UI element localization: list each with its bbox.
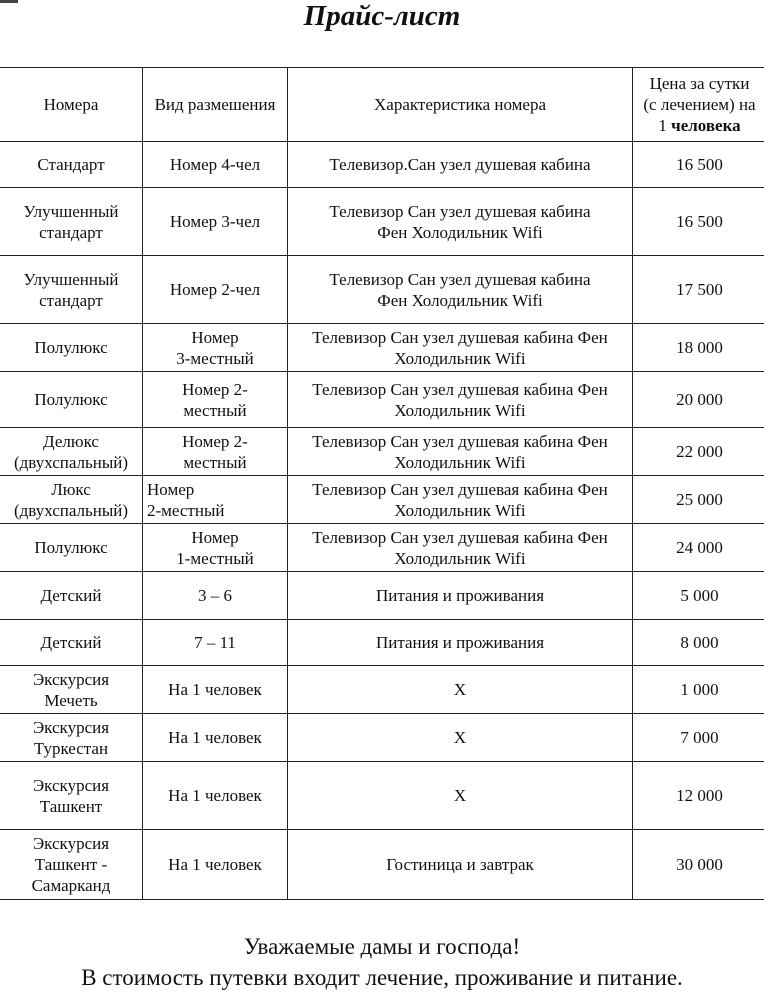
cell-price: 22 000 xyxy=(633,428,764,476)
cell-features: Телевизор Сан узел душевая кабина Фен Холодильник Wifi xyxy=(288,428,633,476)
table-row xyxy=(0,256,764,324)
cell-placement: 7 – 11 xyxy=(143,620,288,666)
cell-room: Полулюкс xyxy=(0,372,143,428)
cell-features: Гостиница и завтрак xyxy=(288,830,633,900)
table-row xyxy=(0,830,764,900)
cell-features: Телевизор Сан узел душевая кабина Фен Холодильник Wifi xyxy=(288,188,633,256)
table-row xyxy=(0,762,764,830)
cell-price: 12 000 xyxy=(633,762,764,830)
cell-price: 20 000 xyxy=(633,372,764,428)
cell-room: Стандарт xyxy=(0,142,143,188)
table-row xyxy=(0,714,764,762)
cell-price: 30 000 xyxy=(633,830,764,900)
cell-features: Х xyxy=(288,714,633,762)
cell-placement: На 1 человек xyxy=(143,830,288,900)
cell-placement: Номер 4-чел xyxy=(143,142,288,188)
cell-room: Улучшенный стандарт xyxy=(0,256,143,324)
cell-features: Телевизор Сан узел душевая кабина Фен Холодильник Wifi xyxy=(288,524,633,572)
page-title: Прайс-лист xyxy=(303,0,461,32)
header-price-line1: Цена за сутки xyxy=(649,74,750,93)
table-row xyxy=(0,572,764,620)
header-price-line3-num: 1 xyxy=(658,116,672,135)
cell-placement: 3 – 6 xyxy=(143,572,288,620)
cell-placement: На 1 человек xyxy=(143,666,288,714)
cell-room: Экскурсия Мечеть xyxy=(0,666,143,714)
table-row xyxy=(0,372,764,428)
header-rooms: Номера xyxy=(0,68,143,142)
footer-note: В стоимость путевки входит лечение, проживание и питание. xyxy=(81,965,683,990)
table-row xyxy=(0,476,764,524)
cell-room: Детский xyxy=(0,572,143,620)
cell-placement: Номер 2- местный xyxy=(143,428,288,476)
cell-features: Х xyxy=(288,666,633,714)
price-table xyxy=(0,67,764,900)
cell-placement: На 1 человек xyxy=(143,762,288,830)
cell-room: Люкс (двухспальный) xyxy=(0,476,143,524)
cell-room: Полулюкс xyxy=(0,324,143,372)
cell-placement: Номер 3-местный xyxy=(143,324,288,372)
cell-price: 25 000 xyxy=(633,476,764,524)
header-price-line3-bold: человека xyxy=(671,116,741,135)
cell-placement: Номер 1-местный xyxy=(143,524,288,572)
header-placement: Вид размешения xyxy=(143,68,288,142)
table-row xyxy=(0,620,764,666)
cell-features: Х xyxy=(288,762,633,830)
cell-room: Полулюкс xyxy=(0,524,143,572)
cell-features: Телевизор Сан узел душевая кабина Фен Холодильник Wifi xyxy=(288,476,633,524)
table-row xyxy=(0,524,764,572)
price-table-body xyxy=(0,142,764,900)
cell-room: Делюкс (двухспальный) xyxy=(0,428,143,476)
cell-placement: Номер 3-чел xyxy=(143,188,288,256)
cell-placement: На 1 человек xyxy=(143,714,288,762)
cell-features: Телевизор Сан узел душевая кабина Фен Холодильник Wifi xyxy=(288,256,633,324)
cell-price: 24 000 xyxy=(633,524,764,572)
header-price xyxy=(633,68,764,142)
table-row xyxy=(0,666,764,714)
cell-placement: Номер 2- местный xyxy=(143,372,288,428)
cell-room: Детский xyxy=(0,620,143,666)
table-header-row xyxy=(0,68,764,142)
cell-price: 7 000 xyxy=(633,714,764,762)
cell-features: Телевизор Сан узел душевая кабина Фен Холодильник Wifi xyxy=(288,324,633,372)
cell-features: Питания и проживания xyxy=(288,572,633,620)
footer-greeting: Уважаемые дамы и господа! xyxy=(243,934,521,959)
cell-placement: Номер 2-чел xyxy=(143,256,288,324)
header-features: Характеристика номера xyxy=(288,68,633,142)
table-row xyxy=(0,428,764,476)
header-price-line2: (с лечением) на xyxy=(643,95,756,114)
cell-price: 1 000 xyxy=(633,666,764,714)
cell-price: 8 000 xyxy=(633,620,764,666)
table-row xyxy=(0,324,764,372)
table-row xyxy=(0,142,764,188)
cell-room: Улучшенный стандарт xyxy=(0,188,143,256)
cell-price: 5 000 xyxy=(633,572,764,620)
cell-price: 16 500 xyxy=(633,188,764,256)
cell-price: 17 500 xyxy=(633,256,764,324)
table-row xyxy=(0,188,764,256)
cell-room: Экскурсия Туркестан xyxy=(0,714,143,762)
cell-price: 16 500 xyxy=(633,142,764,188)
cell-features: Телевизор Сан узел душевая кабина Фен Холодильник Wifi xyxy=(288,372,633,428)
cell-features: Питания и проживания xyxy=(288,620,633,666)
cell-room: Экскурсия Ташкент xyxy=(0,762,143,830)
cell-room: Экскурсия Ташкент - Самарканд xyxy=(0,830,143,900)
cell-placement: Номер 2-местный xyxy=(143,476,288,524)
cell-features: Телевизор.Сан узел душевая кабина xyxy=(288,142,633,188)
cell-price: 18 000 xyxy=(633,324,764,372)
